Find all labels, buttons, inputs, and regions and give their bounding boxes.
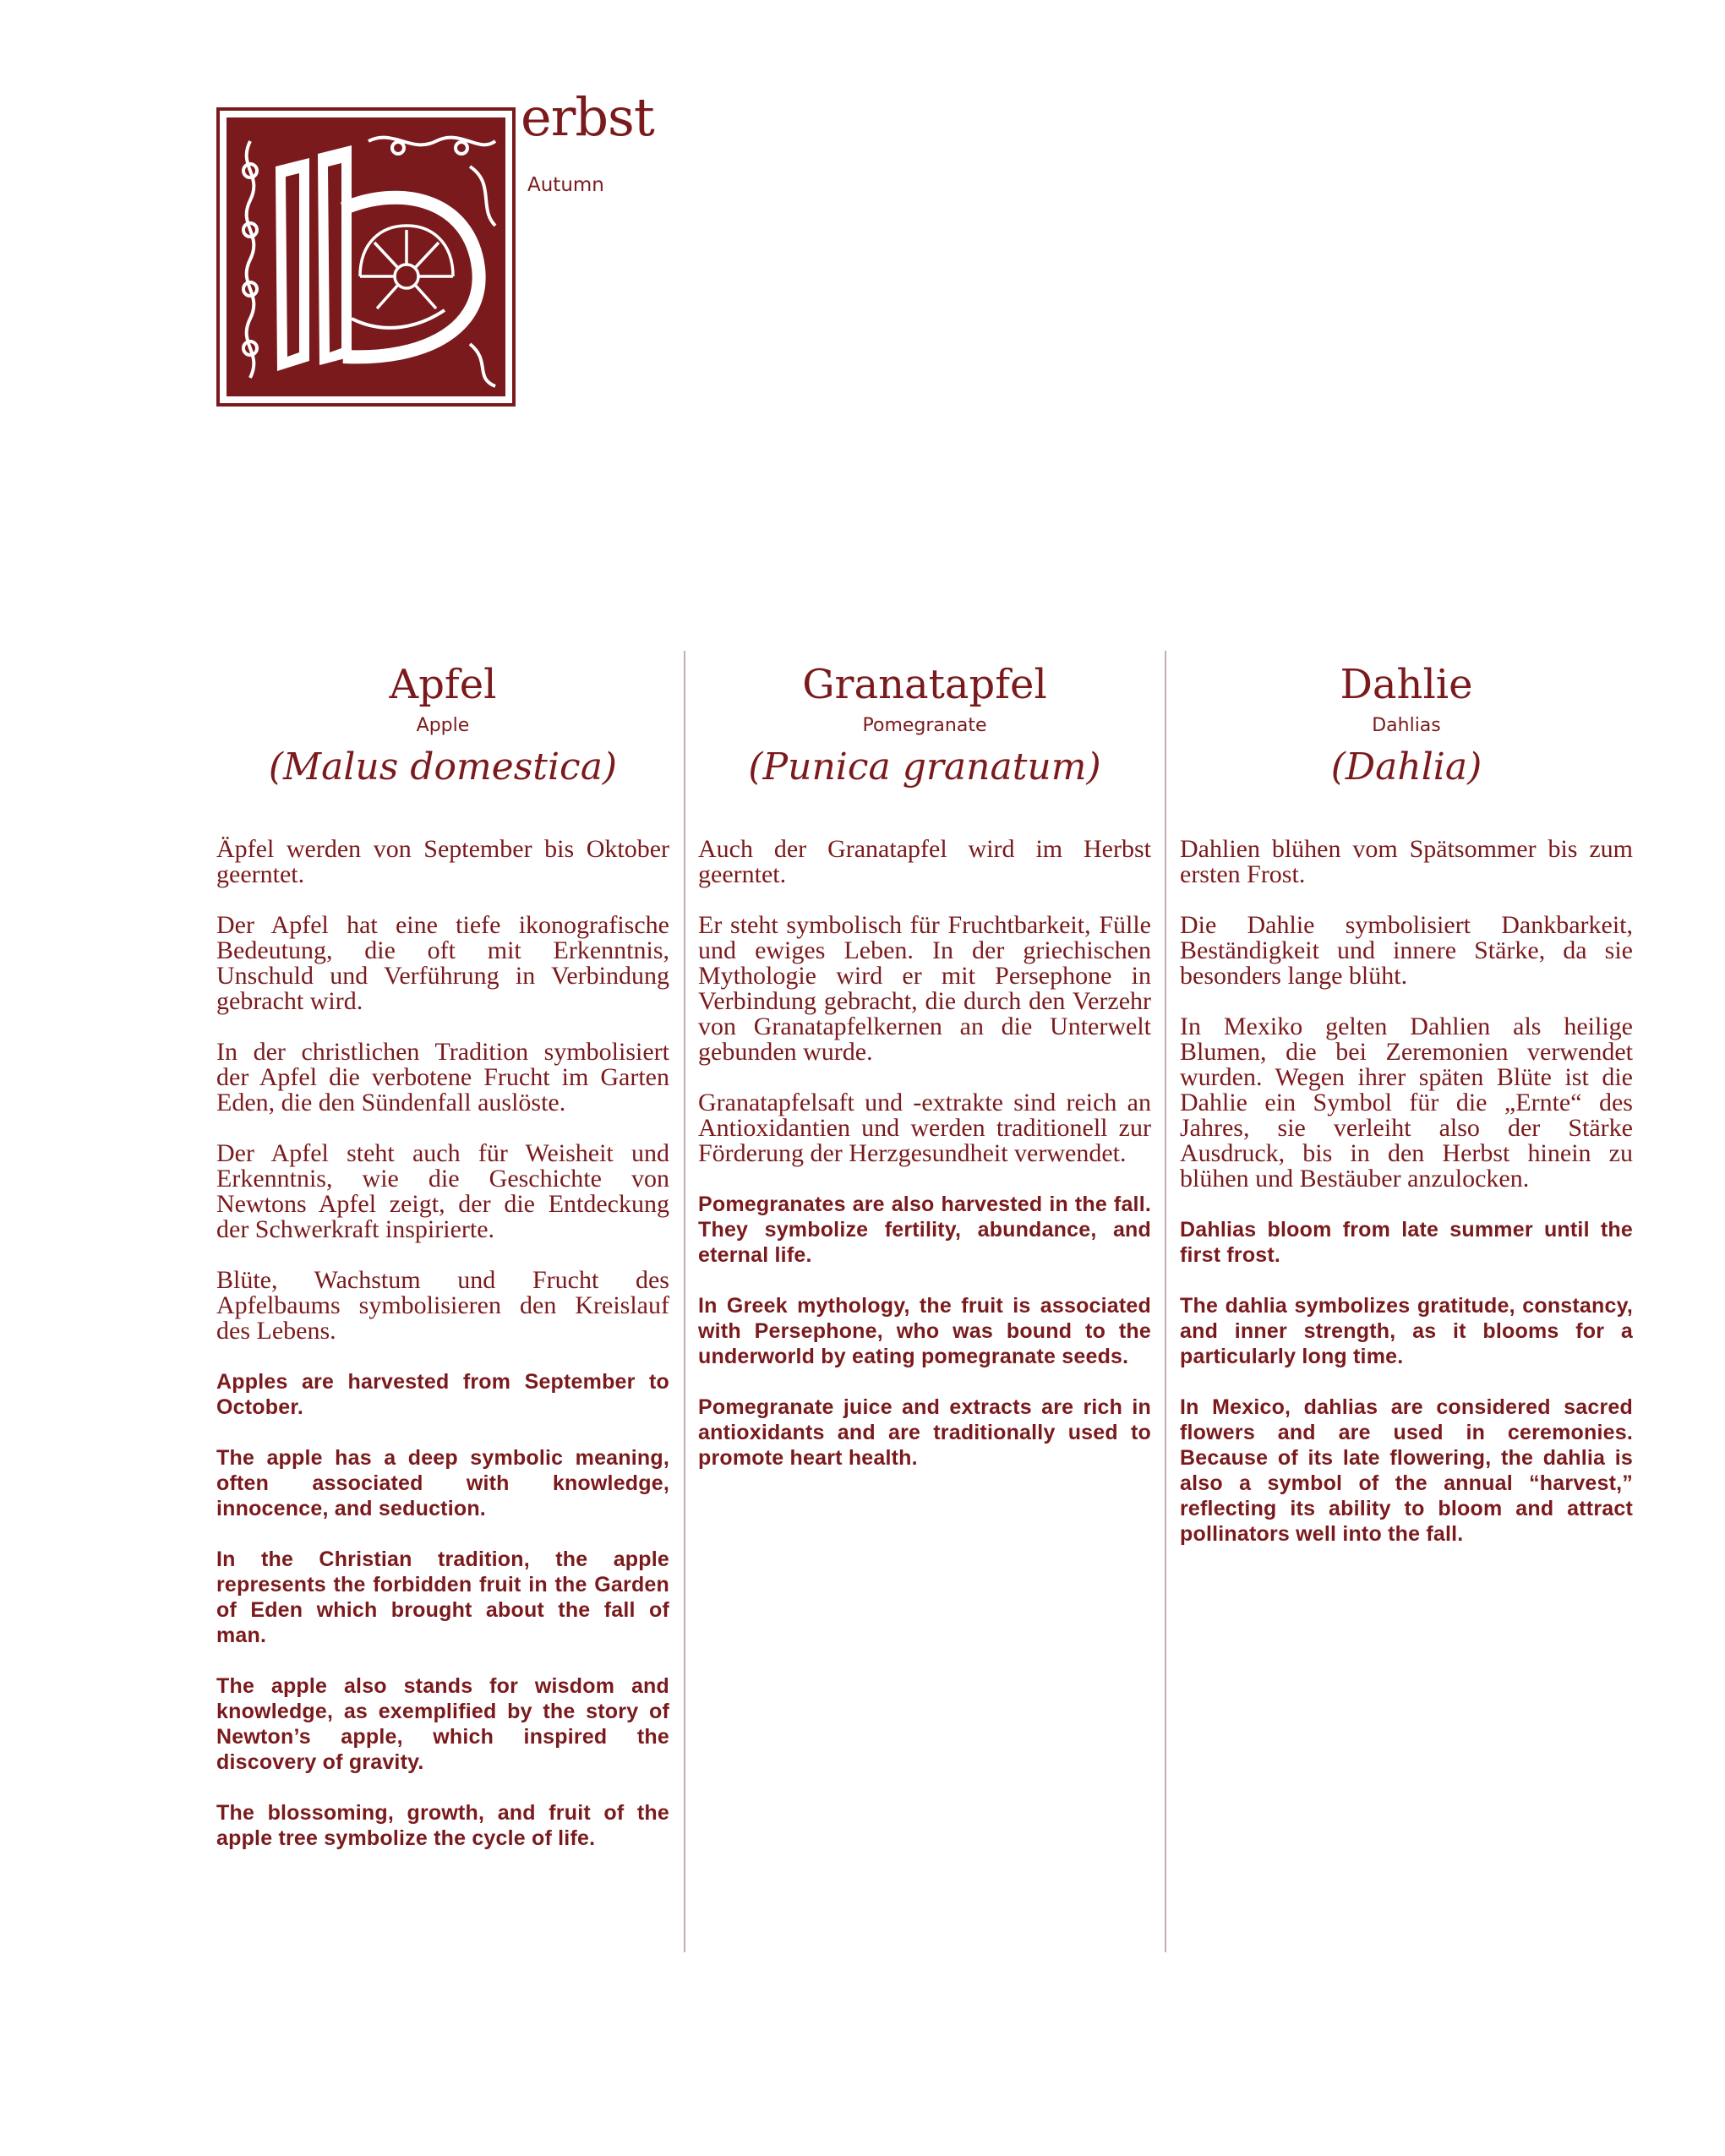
- german-paragraph: Dahlien blühen vom Spätsommer bis zum ersten Frost.: [1180, 835, 1633, 888]
- column-header: [216, 659, 669, 791]
- column-header: [698, 659, 1151, 791]
- english-text: [698, 1192, 1151, 1471]
- plant-name-latin: (Punica granatum): [748, 745, 1101, 789]
- english-paragraph: In the Christian tradition, the apple represents the forbidden fruit in the Garden of Eden which brought about the fall of man.: [216, 1547, 669, 1647]
- plant-name-latin: (Malus domestica): [268, 745, 618, 789]
- german-paragraph: Auch der Granatapfel wird im Herbst geerntet.: [698, 835, 1151, 888]
- plant-name-german: Granatapfel: [802, 661, 1047, 708]
- german-text: [1180, 837, 1633, 1192]
- german-paragraph: In Mexiko gelten Dahlien als heilige Blumen, die bei Zeremonien verwendet wurden. Wegen ihrer späten Blüte ist die Dahlie ein Symbol für die „Ernte“ des Jahres, sie verleiht also der Stärke Ausdruck, bis in den Herbst hinein zu blühen und Bestäuber anzulocken.: [1180, 1013, 1633, 1193]
- german-paragraph: Blüte, Wachstum und Frucht des Apfelbaums symbolisieren den Kreislauf des Lebens.: [216, 1266, 669, 1345]
- plant-name-english: Apple: [416, 715, 470, 736]
- column-apple: [216, 659, 669, 1876]
- plant-name-english: Pomegranate: [862, 715, 987, 736]
- column-divider: [1165, 651, 1166, 1952]
- column-pomegranate: [698, 659, 1151, 1496]
- column-header: [1180, 659, 1633, 791]
- german-paragraph: Er steht symbolisch für Fruchtbarkeit, Fülle und ewiges Leben. In der griechischen Mythologie wird er mit Persephone in Verbindung gebracht, die durch den Verzehr von Granatapfelkernen an die Unterwelt gebunden wurde.: [698, 911, 1151, 1066]
- page-subtitle: Autumn: [527, 174, 604, 196]
- english-paragraph: The blossoming, growth, and fruit of the apple tree symbolize the cycle of life.: [216, 1801, 669, 1850]
- english-paragraph: In Greek mythology, the fruit is associated with Persephone, who was bound to the underworld by eating pomegranate seeds.: [698, 1294, 1151, 1368]
- page-title: erbst: [521, 86, 654, 148]
- decorative-initial-h: [216, 107, 516, 407]
- plant-name-latin: (Dahlia): [1330, 745, 1482, 789]
- english-paragraph: Apples are harvested from September to October.: [216, 1370, 669, 1419]
- english-paragraph: Pomegranate juice and extracts are rich in antioxidants and are traditionally used to promote heart health.: [698, 1395, 1151, 1470]
- english-paragraph: Pomegranates are also harvested in the fall. They symbolize fertility, abundance, and eternal life.: [698, 1193, 1151, 1267]
- english-text: [1180, 1217, 1633, 1547]
- plant-name-english: Dahlias: [1372, 715, 1441, 736]
- german-text: [216, 837, 669, 1344]
- english-paragraph: Dahlias bloom from late summer until the first frost.: [1180, 1218, 1633, 1267]
- english-text: [216, 1369, 669, 1851]
- german-paragraph: Der Apfel hat eine tiefe ikonografische Bedeutung, die oft mit Erkenntnis, Unschuld und Verführung in Verbindung gebracht wird.: [216, 911, 669, 1015]
- german-paragraph: Äpfel werden von September bis Oktober geerntet.: [216, 835, 669, 888]
- german-paragraph: In der christlichen Tradition symbolisiert der Apfel die verbotene Frucht im Garten Eden, die den Sündenfall auslöste.: [216, 1038, 669, 1116]
- german-text: [698, 837, 1151, 1166]
- english-paragraph: In Mexico, dahlias are considered sacred flowers and are used in ceremonies. Because of its late flowering, the dahlia is also a symbol of the annual “harvest,” reflecting its ability to bloom and attract pollinators well into the fall.: [1180, 1395, 1633, 1546]
- german-paragraph: Granatapfelsaft und -extrakte sind reich an Antioxidantien und werden traditionell zur Förderung der Herzgesundheit verwendet.: [698, 1089, 1151, 1167]
- english-paragraph: The apple also stands for wisdom and knowledge, as exemplified by the story of Newton’s apple, which inspired the discovery of gravity.: [216, 1674, 669, 1774]
- german-paragraph: Die Dahlie symbolisiert Dankbarkeit, Beständigkeit und innere Stärke, da sie besonders lange blüht.: [1180, 911, 1633, 990]
- german-paragraph: Der Apfel steht auch für Weisheit und Erkenntnis, wie die Geschichte von Newtons Apfel zeigt, der die Entdeckung der Schwerkraft inspirierte.: [216, 1139, 669, 1243]
- plant-name-german: Dahlie: [1340, 661, 1473, 708]
- plant-name-german: Apfel: [389, 661, 497, 708]
- column-divider: [684, 651, 685, 1952]
- english-paragraph: The apple has a deep symbolic meaning, often associated with knowledge, innocence, and seduction.: [216, 1446, 669, 1520]
- english-paragraph: The dahlia symbolizes gratitude, constancy, and inner strength, as it blooms for a particularly long time.: [1180, 1294, 1633, 1368]
- column-dahlia: [1180, 659, 1633, 1572]
